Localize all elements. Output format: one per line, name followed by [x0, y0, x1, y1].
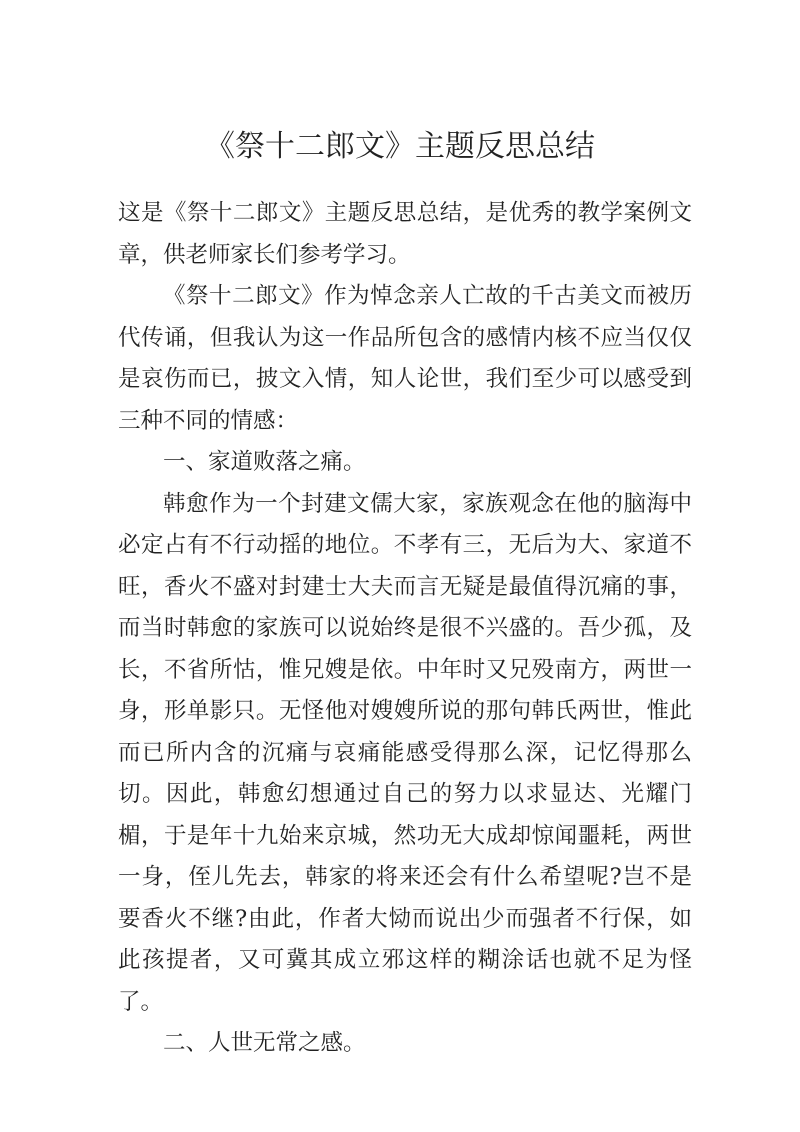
section-heading-2: 二、人世无常之感。	[163, 1030, 366, 1056]
section-heading-1: 一、家道败落之痛。	[163, 449, 366, 475]
document-body	[118, 193, 692, 1065]
section-1-paragraph: 韩愈作为一个封建文儒大家，家族观念在他的脑海中必定占有不行动摇的地位。不孝有三，无后为大、家道不旺，香火不盛对封建士大夫而言无疑是最值得沉痛的事，而当时韩愈的家族可以说始终是很不兴盛的。吾少孤，及长，不省所怙，惟兄嫂是依。中年时又兄殁南方，两世一身，形单影只。无怪他对嫂嫂所说的那句韩氏两世，惟此而已所内含的沉痛与哀痛能感受得那么深，记忆得那么切。因此，韩愈幻想通过自己的努力以求显达、光耀门楣，于是年十九始来京城，然功无大成却惊闻噩耗，两世一身，侄儿先去，韩家的将来还会有什么希望呢?岂不是要香火不继?由此，作者大恸而说出少而强者不行保，如此孩提者，又可冀其成立邪这样的糊涂话也就不足为怪了。	[118, 490, 692, 1015]
intro-paragraph: 这是《祭十二郎文》主题反思总结，是优秀的教学案例文章，供老师家长们参考学习。	[118, 200, 692, 268]
document-title: 《祭十二郎文》主题反思总结	[205, 129, 595, 164]
overview-paragraph: 《祭十二郎文》作为悼念亲人亡故的千古美文而被历代传诵，但我认为这一作品所包含的感情内核不应当仅仅是哀伤而已，披文入情，知人论世，我们至少可以感受到三种不同的情感：	[118, 283, 692, 434]
